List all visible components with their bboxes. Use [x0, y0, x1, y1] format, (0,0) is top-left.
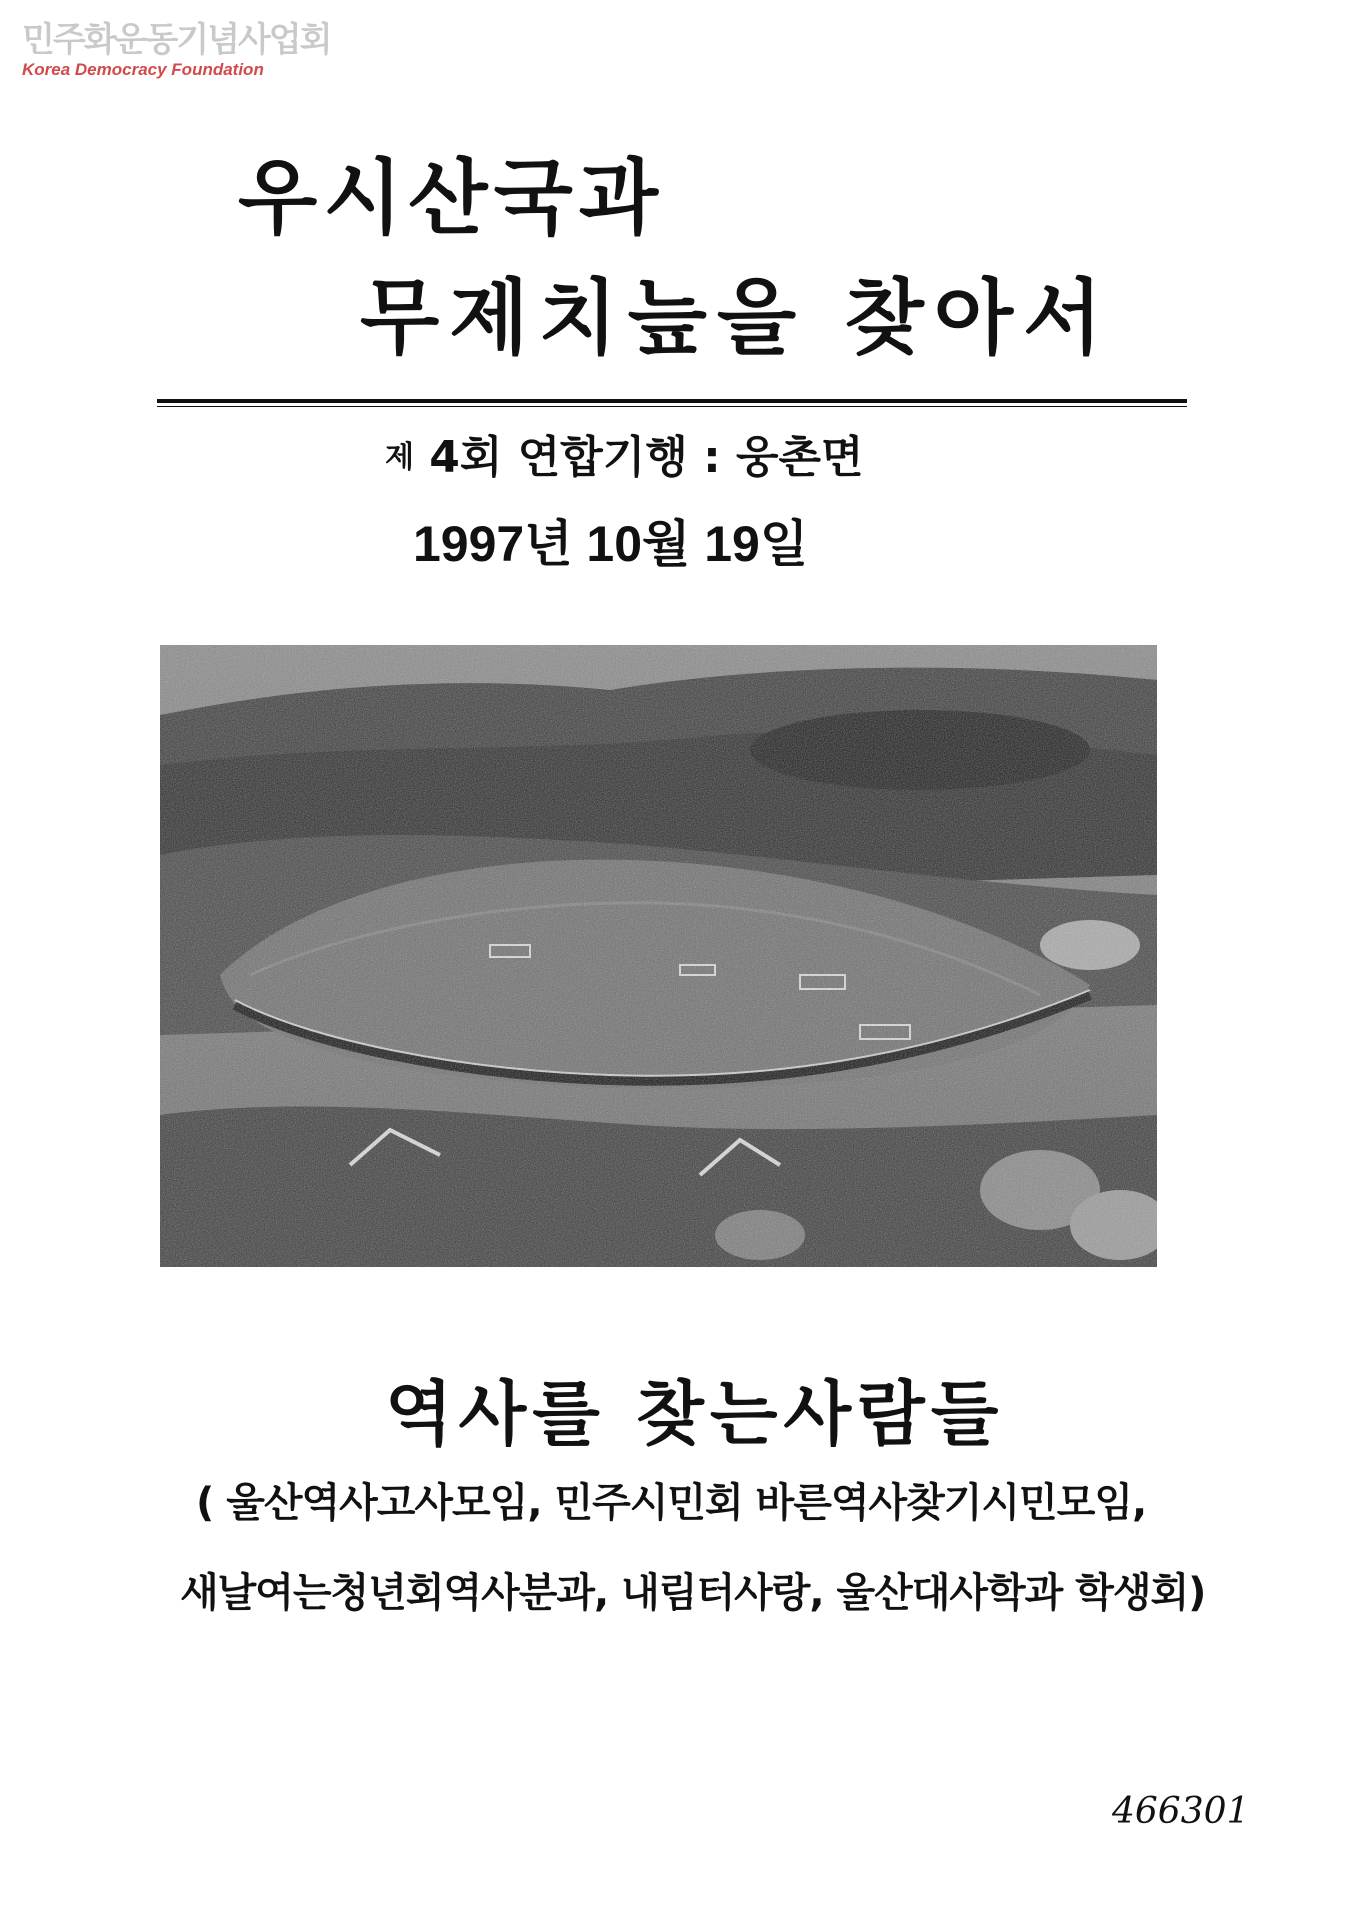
- watermark-english: Korea Democracy Foundation: [22, 60, 264, 79]
- watermark-korean: 민주화운동기념사업회: [22, 20, 331, 60]
- watermark-logo: [22, 20, 330, 80]
- subtitle-prefix: 제: [385, 440, 414, 475]
- landscape-photo: [160, 645, 1157, 1267]
- member-groups-line-1: ( 울산역사고사모임, 민주시민회 바른역사찾기시민모임,: [196, 1480, 1147, 1526]
- member-groups-line-2: 새날여는청년회역사분과, 내림터사랑, 울산대사학과 학생회): [180, 1570, 1206, 1616]
- title-line-2: 무제치늪을 찾아서: [360, 270, 1113, 366]
- title-line-1: 우시산국과: [238, 150, 665, 246]
- organization-name: 역사를 찾는사람들: [385, 1372, 1005, 1455]
- subtitle-text: 4회 연합기행 : 웅촌면: [413, 432, 864, 483]
- title-divider-thick: [157, 399, 1187, 403]
- title-divider-thin: [157, 406, 1187, 407]
- event-date: 1997년 10월 19일: [413, 516, 809, 572]
- document-number: 466301: [1112, 1791, 1250, 1832]
- event-subtitle: [385, 432, 864, 484]
